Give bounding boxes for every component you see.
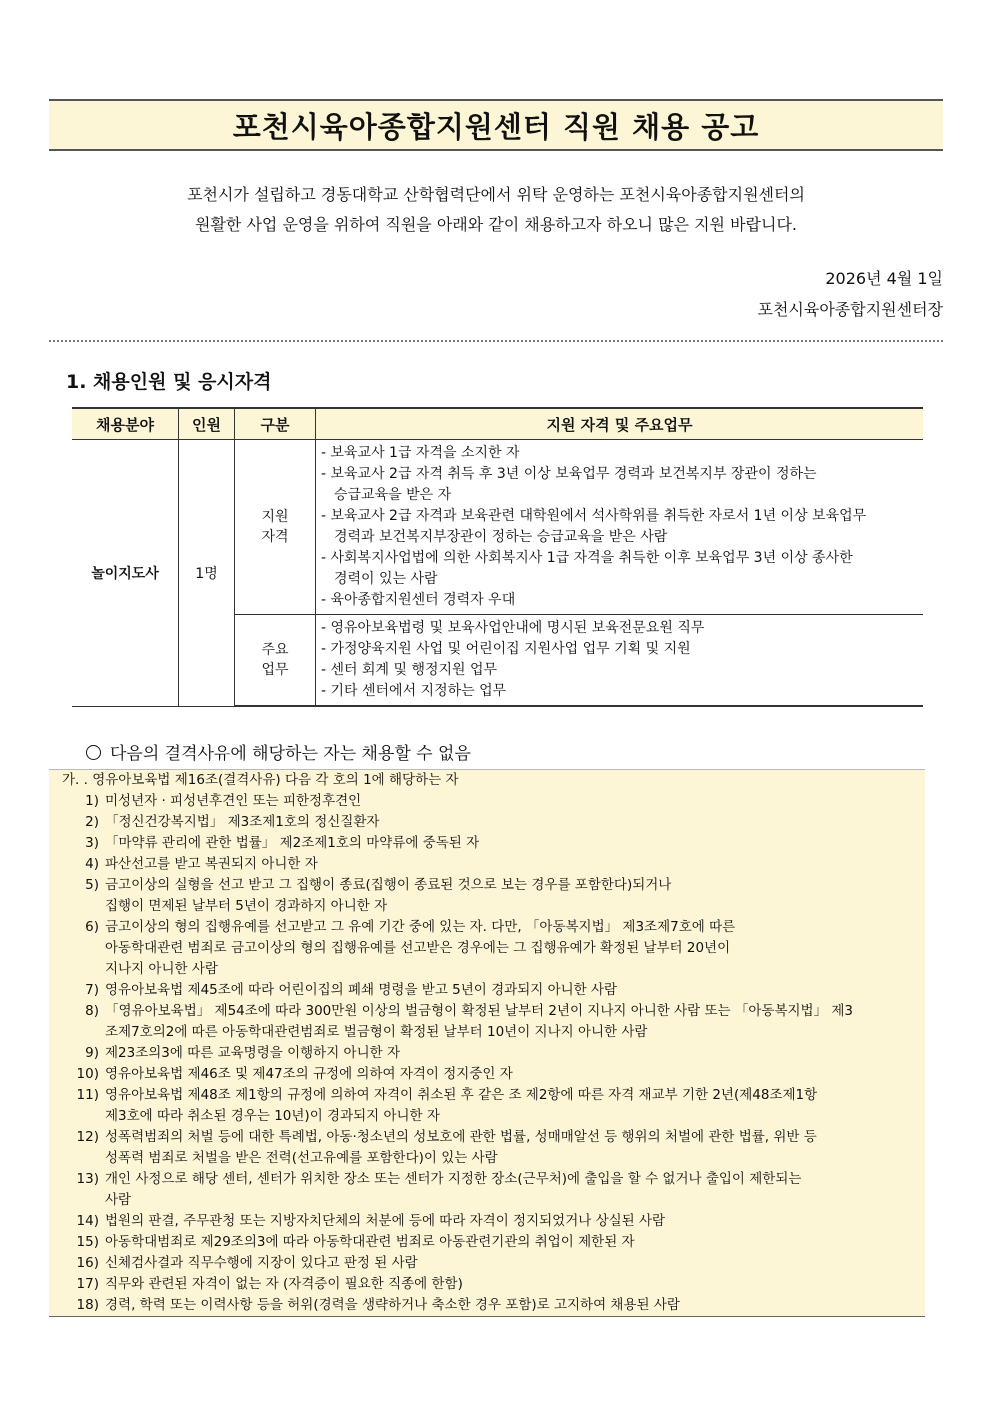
item-line: 영유아보육법 제48조 제1항의 규정에 의하여 자격이 취소된 후 같은 조 제2항에 따른 자격 재교부 기한 2년(제48조제1항 — [105, 1087, 818, 1103]
item-number: 4) — [85, 856, 99, 872]
disqualification-item — [49, 917, 925, 980]
title-banner — [49, 99, 943, 151]
qualification-line: - 보육교사 1급 자격을 소지한 자 — [321, 445, 520, 461]
disqualification-item — [49, 1127, 925, 1169]
qualification-line: - 육아종합지원센터 경력자 우대 — [321, 592, 516, 608]
header-kind: 구분 — [235, 408, 316, 440]
disqualification-item — [49, 875, 925, 917]
item-text — [105, 1043, 925, 1064]
item-number: 9) — [85, 1045, 99, 1061]
duties-cell — [316, 615, 924, 707]
qualification-line: - 보육교사 2급 자격과 보육관련 대학원에서 석사학위를 취득한 자로서 1년 이상 보육업무 — [321, 508, 867, 524]
item-number: 2) — [85, 814, 99, 830]
item-number: 5) — [85, 877, 99, 893]
item-number: 12) — [76, 1129, 99, 1145]
item-text — [105, 980, 925, 1001]
item-line: 미성년자 · 피성년후견인 또는 피한정후견인 — [105, 793, 362, 809]
qualification-label-cell — [235, 440, 316, 615]
item-text — [105, 1295, 925, 1316]
disqualification-item — [49, 1085, 925, 1127]
item-number: 14) — [76, 1213, 99, 1229]
duty-label: 업무 — [261, 662, 289, 678]
item-line: 「마약류 관리에 관한 법률」 제2조제1호의 마약류에 중독된 자 — [105, 835, 480, 851]
item-line: 파산선고를 받고 복권되지 아니한 자 — [105, 856, 318, 872]
duty-line: - 센터 회계 및 행정지원 업무 — [321, 662, 498, 678]
item-text — [105, 1085, 925, 1127]
disqualification-heading — [86, 739, 471, 764]
item-line: 제23조의3에 따른 교육명령을 이행하지 아니한 자 — [105, 1045, 401, 1061]
item-text — [105, 917, 925, 980]
table-header-row — [72, 408, 923, 440]
duty-line: - 기타 센터에서 지정하는 업무 — [321, 683, 507, 699]
disqualification-item — [49, 1232, 925, 1253]
section-title: 1. 채용인원 및 응시자격 — [66, 371, 272, 393]
header-description: 지원 자격 및 주요업무 — [316, 408, 924, 440]
disqualification-item — [49, 1169, 925, 1211]
header-count: 인원 — [179, 408, 235, 440]
item-line: 신체검사결과 직무수행에 지장이 있다고 판정 된 사람 — [105, 1255, 418, 1271]
count-cell: 1명 — [179, 440, 235, 707]
intro-line: 원활한 사업 운영을 위하여 직원을 아래와 같이 채용하고자 하오니 많은 지원 바랍니다. — [195, 215, 797, 234]
item-line: 법원의 판결, 주무관청 또는 지방자치단체의 처분에 등에 따라 자격이 정지되었거나 상실된 사람 — [105, 1213, 666, 1229]
qualification-line: 승급교육을 받은 자 — [334, 487, 452, 503]
qualification-label: 자격 — [261, 529, 289, 545]
disqualification-item — [49, 812, 925, 833]
field-cell: 놀이지도사 — [72, 440, 179, 707]
disqualification-item — [49, 1001, 925, 1043]
item-text — [105, 1232, 925, 1253]
dotted-divider — [49, 340, 943, 342]
item-text — [105, 875, 925, 917]
item-line: 금고이상의 실형을 선고 받고 그 집행이 종료(집행이 종료된 것으로 보는 경우를 포함한다)되거나 — [105, 877, 672, 893]
qualifications-cell — [316, 440, 924, 615]
qualification-line: 경력이 있는 사람 — [334, 571, 438, 587]
item-text — [105, 1274, 925, 1295]
item-line: 아동학대범죄로 제29조의3에 따라 아동학대관련 범죄로 아동관련기관의 취업이 제한된 자 — [105, 1234, 635, 1250]
item-text — [105, 1064, 925, 1085]
item-line: 경력, 학력 또는 이력사항 등을 허위(경력을 생략하거나 축소한 경우 포함)로 고지하여 채용된 사람 — [105, 1297, 680, 1313]
disqualification-item — [49, 1274, 925, 1295]
duty-line: - 영유아보육법령 및 보육사업안내에 명시된 보육전문요원 직무 — [321, 620, 705, 636]
item-line: 성폭력 범죄로 처벌을 받은 전력(선고유예를 포함한다)이 있는 사람 — [105, 1150, 498, 1166]
item-number: 15) — [76, 1234, 99, 1250]
disqualification-item — [49, 1043, 925, 1064]
item-line: 성폭력범죄의 처벌 등에 대한 특례법, 아동·청소년의 성보호에 관한 법률, 성매매알선 등 행위의 처벌에 관한 법률, 위반 등 — [105, 1129, 817, 1145]
item-line: 조제7호의2에 따른 아동학대관련범죄로 벌금형이 확정된 날부터 10년이 지나지 아니한 사람 — [105, 1024, 648, 1040]
qualification-line: 경력과 보건복지부장관이 정하는 승급교육을 받은 사람 — [334, 529, 668, 545]
item-number: 17) — [76, 1276, 99, 1292]
signature: 포천시육아종합지원센터장 — [757, 300, 943, 319]
item-number: 11) — [76, 1087, 99, 1103]
item-text — [105, 1127, 925, 1169]
disqualification-item — [49, 1211, 925, 1232]
item-line: 금고이상의 형의 집행유예를 선고받고 그 유예 기간 중에 있는 자. 다만, 「아동복지법」 제3조제7호에 따른 — [105, 919, 736, 935]
qualification-line: - 보육교사 2급 자격 취득 후 3년 이상 보육업무 경력과 보건복지부 장관이 정하는 — [321, 466, 817, 482]
duty-line: - 가정양육지원 사업 및 어린이집 지원사업 업무 기획 및 지원 — [321, 641, 691, 657]
item-line: 제3호에 따라 취소된 경우는 10년)이 경과되지 아니한 자 — [105, 1108, 440, 1124]
page-title: 포천시육아종합지원센터 직원 채용 공고 — [232, 109, 760, 144]
item-number: 8) — [85, 1003, 99, 1019]
item-number: 18) — [76, 1297, 99, 1313]
item-number: 7) — [85, 982, 99, 998]
item-line: 영유아보육법 제46조 및 제47조의 규정에 의하여 자격이 정지중인 자 — [105, 1066, 513, 1082]
intro-line: 포천시가 설립하고 경동대학교 산학협력단에서 위탁 운영하는 포천시육아종합지원센터의 — [187, 185, 805, 204]
qualification-label: 지원 — [261, 509, 289, 525]
item-number: 16) — [76, 1255, 99, 1271]
item-line: 직무와 관련된 자격이 없는 자 (자격증이 필요한 직종에 한함) — [105, 1276, 463, 1292]
item-line: 「영유아보육법」 제54조에 따라 300만원 이상의 벌금형이 확정된 날부터 2년이 지나지 아니한 사람 또는 「아동복지법」 제3 — [105, 1003, 854, 1019]
disqualification-intro: 가. . 영유아보육법 제16조(결격사유) 다음 각 호의 1에 해당하는 자 — [62, 772, 459, 788]
circle-bullet-icon — [86, 745, 101, 760]
disqualification-item — [49, 1253, 925, 1274]
item-number: 1) — [85, 793, 99, 809]
notice-date: 2026년 4월 1일 — [825, 269, 943, 288]
item-text — [105, 812, 925, 833]
item-text — [105, 1253, 925, 1274]
disqualification-item — [49, 791, 925, 812]
item-line: 「정신건강복지법」 제3조제1호의 정신질환자 — [105, 814, 380, 830]
item-text — [105, 791, 925, 812]
duty-label-cell — [235, 615, 316, 707]
item-text — [105, 1169, 925, 1211]
item-line: 사람 — [105, 1192, 132, 1208]
intro-paragraph — [60, 180, 932, 240]
disqualification-item — [49, 1064, 925, 1085]
disqualification-item — [49, 1295, 925, 1316]
duty-label: 주요 — [261, 642, 289, 658]
disqualification-item — [49, 980, 925, 1001]
disqualification-item — [49, 833, 925, 854]
item-line: 집행이 면제된 날부터 5년이 경과하지 아니한 자 — [105, 898, 388, 914]
item-line: 개인 사정으로 해당 센터, 센터가 위치한 장소 또는 센터가 지정한 장소(근무처)에 출입을 할 수 없거나 출입이 제한되는 — [105, 1171, 802, 1187]
item-number: 13) — [76, 1171, 99, 1187]
recruitment-table — [72, 407, 923, 707]
item-number: 3) — [85, 835, 99, 851]
disqualification-item — [49, 854, 925, 875]
item-number: 10) — [76, 1066, 99, 1082]
item-line: 영유아보육법 제45조에 따라 어린이집의 폐쇄 명령을 받고 5년이 경과되지 아니한 사람 — [105, 982, 618, 998]
disqualification-box — [49, 769, 925, 1317]
table-row-qualifications — [72, 440, 923, 615]
item-text — [105, 1211, 925, 1232]
item-line: 아동학대관련 범죄로 금고이상의 형의 집행유예를 선고받은 경우에는 그 집행유예가 확정된 날부터 20년이 — [105, 940, 731, 956]
item-line: 지나지 아니한 사람 — [105, 961, 218, 977]
qualification-line: - 사회복지사업법에 의한 사회복지사 1급 자격을 취득한 이후 보육업무 3년 이상 종사한 — [321, 550, 853, 566]
item-text — [105, 854, 925, 875]
item-text — [105, 1001, 925, 1043]
item-text — [105, 833, 925, 854]
item-number: 6) — [85, 919, 99, 935]
disqualification-heading-text: 다음의 결격사유에 해당하는 자는 채용할 수 없음 — [110, 744, 471, 764]
header-field: 채용분야 — [72, 408, 179, 440]
